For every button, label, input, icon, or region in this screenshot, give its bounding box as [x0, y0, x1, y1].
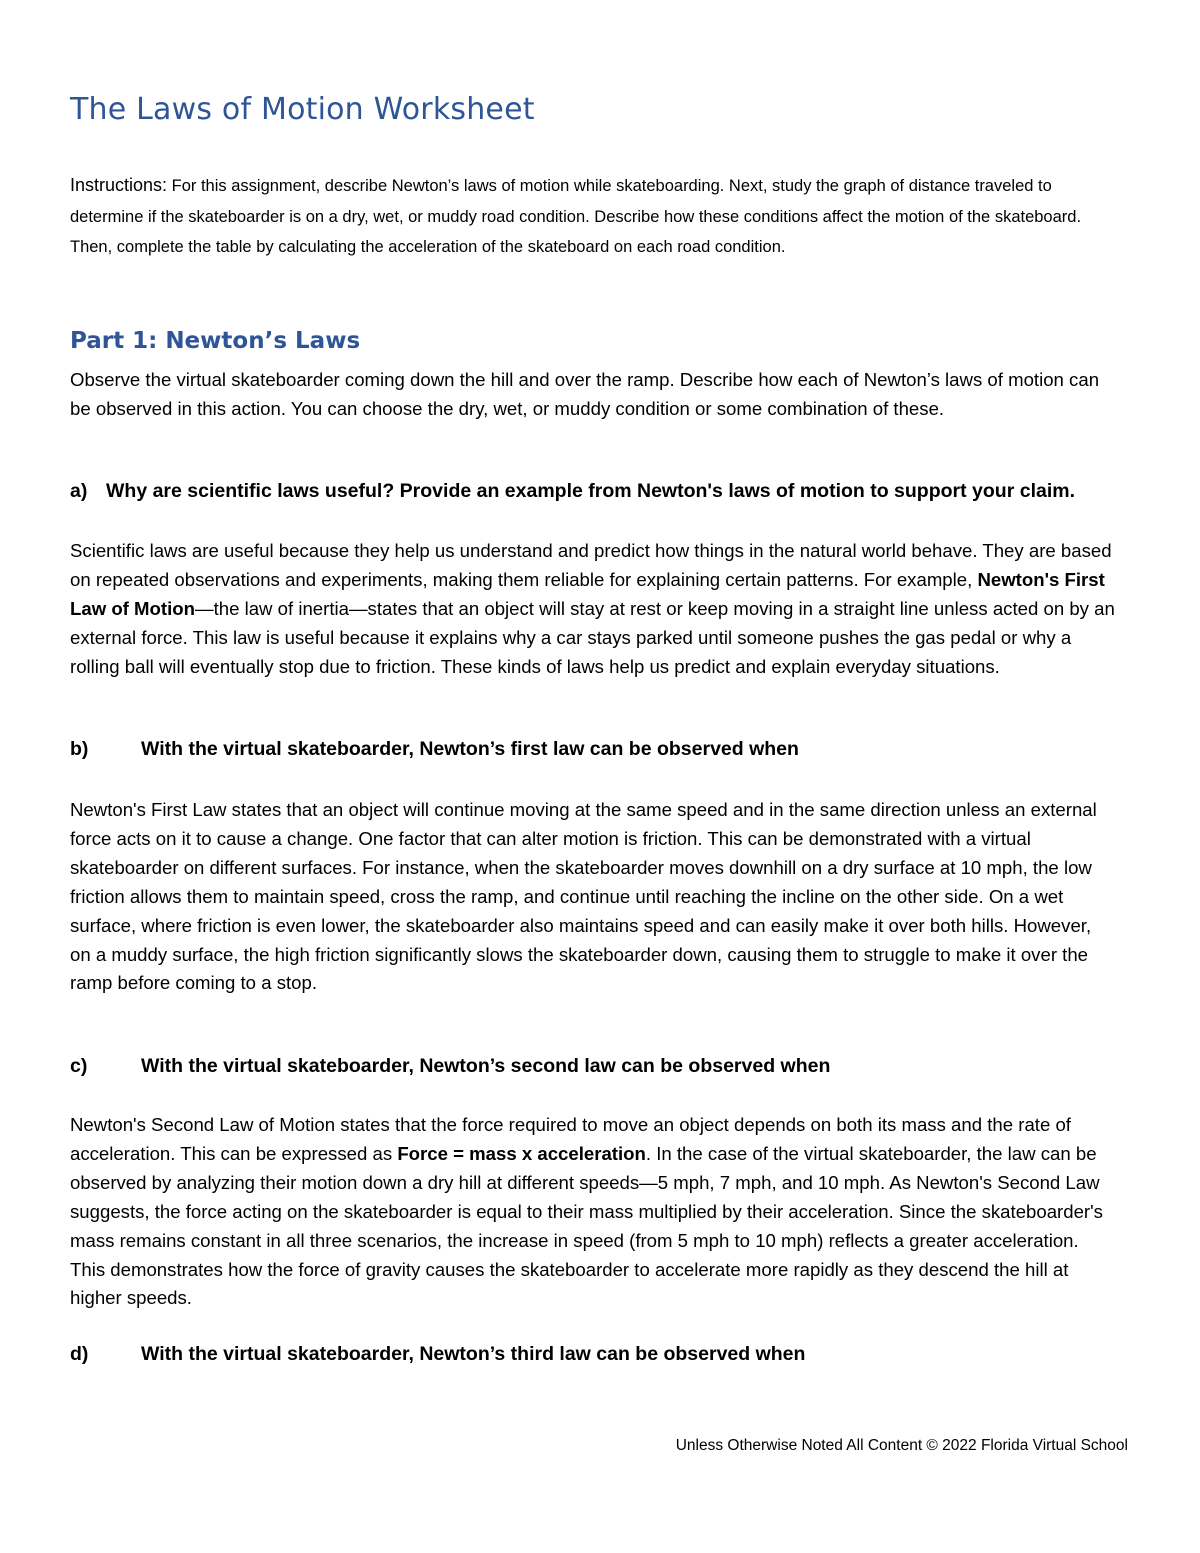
question-a-text: Why are scientific laws useful? Provide an example from Newton's laws of motion to support your claim.: [106, 480, 1076, 502]
question-a: [70, 480, 1075, 503]
answer-c: [70, 1111, 1115, 1313]
answer-a-text-start: Scientific laws are useful because they help us understand and predict how things in the natural world behave. They are based on repeated observations and experiments, making them reliable for explaining certain patterns. For example,: [70, 540, 1112, 590]
question-d-text: With the virtual skateboarder, Newton’s third law can be observed when: [141, 1343, 806, 1365]
question-b-text: With the virtual skateboarder, Newton’s first law can be observed when: [141, 738, 799, 760]
copyright-footer: Unless Otherwise Noted All Content © 2022 Florida Virtual School: [675, 1437, 1128, 1454]
answer-a-bold: Newton's First Law of Motion: [70, 568, 1105, 619]
answer-c-text-start: Newton's Second Law of Motion states that the force required to move an object depends on both its mass and the rate of acceleration. This can be expressed as: [70, 1114, 1071, 1164]
part-1-intro: Observe the virtual skateboarder coming down the hill and over the ramp. Describe how each of Newton’s laws of motion can be observed in this action. You can choose the dry, wet, or muddy condition or some combination of these.: [70, 369, 1100, 419]
instructions-label: Instructions:: [70, 175, 168, 195]
page-title: The Laws of Motion Worksheet: [70, 92, 535, 127]
question-d-letter: d): [70, 1343, 89, 1365]
instructions-paragraph: [70, 170, 1110, 263]
answer-c-bold: Force = mass x acceleration: [397, 1142, 646, 1164]
part-1-heading: Part 1: Newton’s Laws: [70, 328, 361, 354]
instructions-text: For this assignment, describe Newton’s laws of motion while skateboarding. Next, study the graph of distance traveled to determine if the skateboarder is on a dry, wet, or muddy road condition. Describe how these conditions affect the motion of the skateboard. Then, complete the table by calculating the acceleration of the skateboard on each road condition.: [70, 177, 1082, 256]
document-page: [70, 0, 1130, 1553]
answer-b: Newton's First Law states that an object will continue moving at the same speed and in the same direction unless an external force acts on it to cause a change. One factor that can alter motion is friction. This can be demonstrated with a virtual skateboarder on different surfaces. For instance, when the skateboarder moves downhill on a dry surface at 10 mph, the low friction allows them to maintain speed, cross the ramp, and continue until reaching the incline on the other side. On a wet surface, where friction is even lower, the skateboarder also maintains speed and can easily make it over both hills. However, on a muddy surface, the high friction significantly slows the skateboarder down, causing them to struggle to make it over the ramp before coming to a stop.: [70, 799, 1097, 994]
question-c-letter: c): [70, 1055, 88, 1077]
question-a-letter: a): [70, 480, 88, 502]
question-d: [70, 1343, 805, 1366]
answer-a: [70, 537, 1115, 682]
question-c-text: With the virtual skateboarder, Newton’s second law can be observed when: [141, 1055, 831, 1077]
question-c: [70, 1055, 830, 1078]
question-b-letter: b): [70, 738, 89, 760]
question-b: [70, 738, 799, 761]
answer-a-text-end: —the law of inertia—states that an object will stay at rest or keep moving in a straight line unless acted on by an external force. This law is useful because it explains why a car stays parked until someone pushes the gas pedal or why a rolling ball will eventually stop due to friction. These kinds of laws help us predict and explain everyday situations.: [70, 597, 1115, 677]
answer-c-text-end: . In the case of the virtual skateboarder, the law can be observed by analyzing their motion down a dry hill at different speeds—5 mph, 7 mph, and 10 mph. As Newton's Second Law suggests, the force acting on the skateboarder is equal to their mass multiplied by their acceleration. Since the skateboarder's mass remains constant in all three scenarios, the increase in speed (from 5 mph to 10 mph) reflects a greater acceleration. This demonstrates how the force of gravity causes the skateboarder to accelerate more rapidly as they descend the hill at higher speeds.: [70, 1142, 1103, 1309]
